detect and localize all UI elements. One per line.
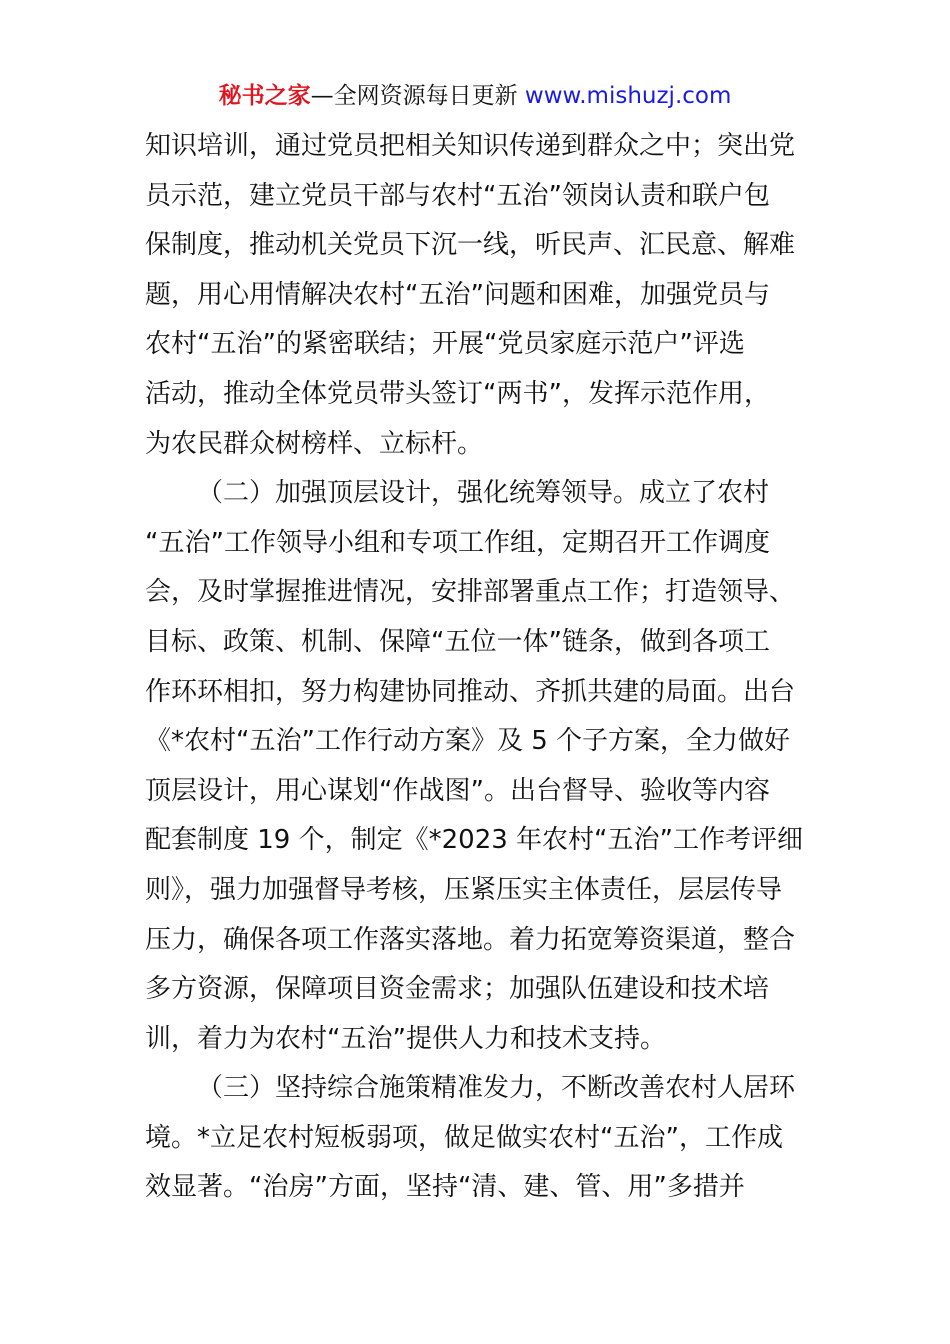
text-line: 题，用心用情解决农村“五治”问题和困难，加强党员与: [145, 279, 770, 310]
site-header: [0, 80, 950, 112]
text-line: 配套制度 19 个，制定《*2023 年农村“五治”工作考评细: [145, 825, 803, 856]
site-tagline: —全网资源每日更新: [310, 83, 518, 109]
text-line: 则》，强力加强督导考核，压紧压实主体责任，层层传导: [145, 874, 783, 905]
text-line: 为农民群众树榜样、立标杆。: [145, 428, 484, 459]
text-line: 员示范，建立党员干部与农村“五治”领岗认责和联户包: [145, 180, 770, 211]
text-line: 训，着力为农村“五治”提供人力和技术支持。: [145, 1023, 666, 1054]
text-line: 知识培训，通过党员把相关知识传递到群众之中；突出党: [145, 131, 796, 161]
text-line: 农村“五治”的紧密联结；开展“党员家庭示范户”评选: [145, 329, 745, 360]
text-line: 《*农村“五治”工作行动方案》及 5 个子方案，全力做好: [145, 726, 791, 757]
text-line: 境。*立足农村短板弱项，做足做实农村“五治”，工作成: [145, 1122, 783, 1153]
text-line: 顶层设计，用心谋划“作战图”。出台督导、验收等内容: [145, 775, 770, 806]
paragraph-start-line: （三）坚持综合施策精准发力，不断改善农村人居环: [197, 1073, 796, 1104]
text-line: 作环环相扣，努力构建协同推动、齐抓共建的局面。出台: [145, 676, 796, 707]
text-line: 保制度，推动机关党员下沉一线，听民声、汇民意、解难: [145, 230, 796, 261]
text-line: 多方资源，保障项目资金需求；加强队伍建设和技术培: [145, 974, 770, 1005]
paragraph-start-line: （二）加强顶层设计，强化统筹领导。成立了农村: [197, 478, 770, 509]
text-line: 会，及时掌握推进情况，安排部署重点工作；打造领导、: [145, 577, 796, 608]
text-line: 压力，确保各项工作落实落地。着力拓宽筹资渠道，整合: [145, 924, 796, 955]
site-url-link[interactable]: www.mishuzj.com: [524, 83, 732, 109]
site-brand: 秘书之家: [218, 83, 311, 109]
text-line: 目标、政策、机制、保障“五位一体”链条，做到各项工: [145, 626, 770, 657]
text-line: “五治”工作领导小组和专项工作组，定期召开工作调度: [145, 527, 770, 558]
document-body: [145, 122, 810, 1213]
text-line: 效显著。“治房”方面，坚持“清、建、管、用”多措并: [145, 1172, 745, 1203]
text-line: 活动，推动全体党员带头签订“两书”，发挥示范作用，: [145, 378, 770, 409]
